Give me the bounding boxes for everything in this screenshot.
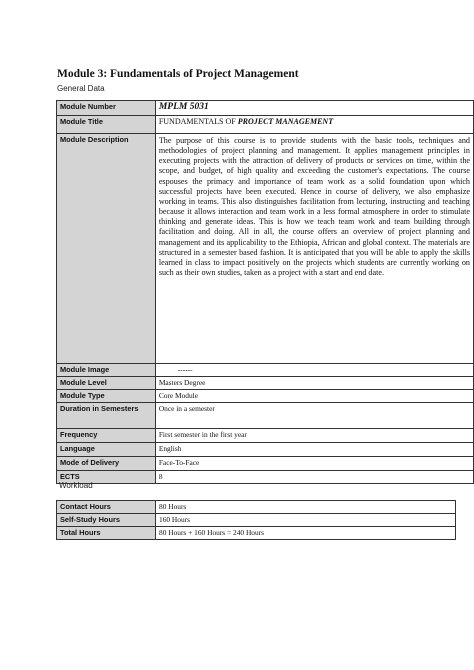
module-title-emphasis: PROJECT MANAGEMENT (237, 117, 334, 126)
delivery-value: Face-To-Face (155, 457, 473, 471)
duration-value: Once in a semester (155, 403, 473, 429)
table-row (57, 429, 474, 443)
module-type-value: Core Module (155, 390, 473, 403)
contact-hours-label: Contact Hours (57, 501, 156, 514)
table-row (57, 527, 456, 540)
workload-heading: Workload (59, 481, 93, 490)
module-type-label: Module Type (57, 390, 156, 403)
delivery-label: Mode of Delivery (57, 457, 156, 471)
frequency-label: Frequency (57, 429, 156, 443)
table-row (57, 471, 474, 484)
table-row (57, 443, 474, 457)
module-level-label: Module Level (57, 377, 156, 390)
workload-table (56, 500, 456, 540)
table-row (57, 390, 474, 403)
module-title-prefix: FUNDAMENTALS OF (158, 117, 238, 126)
self-study-hours-label: Self-Study Hours (57, 514, 156, 527)
table-row (57, 134, 474, 364)
section-subtitle: General Data (57, 84, 105, 93)
self-study-hours-value: 160 Hours (156, 514, 456, 527)
table-row (57, 101, 474, 116)
table-row (57, 457, 474, 471)
module-image-value: ------ (155, 364, 473, 377)
module-image-label: Module Image (57, 364, 156, 377)
module-description-value: The purpose of this course is to provide students with the basic tools, techniques and methodologies of project planning and management. It applies management principles in executing projects with the attraction of delivery of products or services on time, within the scope, and budget, of high quality and exceeding the customer's expectations. The course espouses the primacy and importance of team work as a solid foundation upon which successful projects have been executed. Hence in course of delivery, we also emphasize working in teams. This also distinguishes facilitation from lecturing, instructing and teaching because it allows interaction and team work in a less formal atmosphere in order to stimulate thinking and generate ideas. This is how we teach team work and team building through facilitation and doing. All in all, the course offers an overview of project planning and management and its applicability to the Ethiopia, African and global context. The materials are structured in a semester based fashion. It is anticipated that you will be able to apply the skills learned in class to impact positively on the projects which students are currently working on such as their own studies, taken as a project with a start and end date. (155, 134, 473, 364)
table-row (57, 116, 474, 134)
table-row (57, 377, 474, 390)
language-value: English (155, 443, 473, 457)
module-number-label: Module Number (57, 101, 156, 116)
table-row (57, 501, 456, 514)
module-title-value (155, 116, 473, 134)
table-row (57, 364, 474, 377)
module-level-value: Masters Degree (155, 377, 473, 390)
module-title-label: Module Title (57, 116, 156, 134)
ects-label: ECTS (57, 471, 156, 484)
table-row (57, 514, 456, 527)
table-row (57, 403, 474, 429)
total-hours-label: Total Hours (57, 527, 156, 540)
page-title: Module 3: Fundamentals of Project Management (57, 68, 299, 80)
ects-value: 8 (155, 471, 473, 484)
total-hours-value: 80 Hours + 160 Hours = 240 Hours (156, 527, 456, 540)
language-label: Language (57, 443, 156, 457)
duration-label: Duration in Semesters (57, 403, 156, 429)
general-data-table (56, 100, 474, 484)
module-number-value: MPLM 5031 (155, 101, 473, 116)
frequency-value: First semester in the first year (155, 429, 473, 443)
contact-hours-value: 80 Hours (156, 501, 456, 514)
module-description-label: Module Description (57, 134, 156, 364)
